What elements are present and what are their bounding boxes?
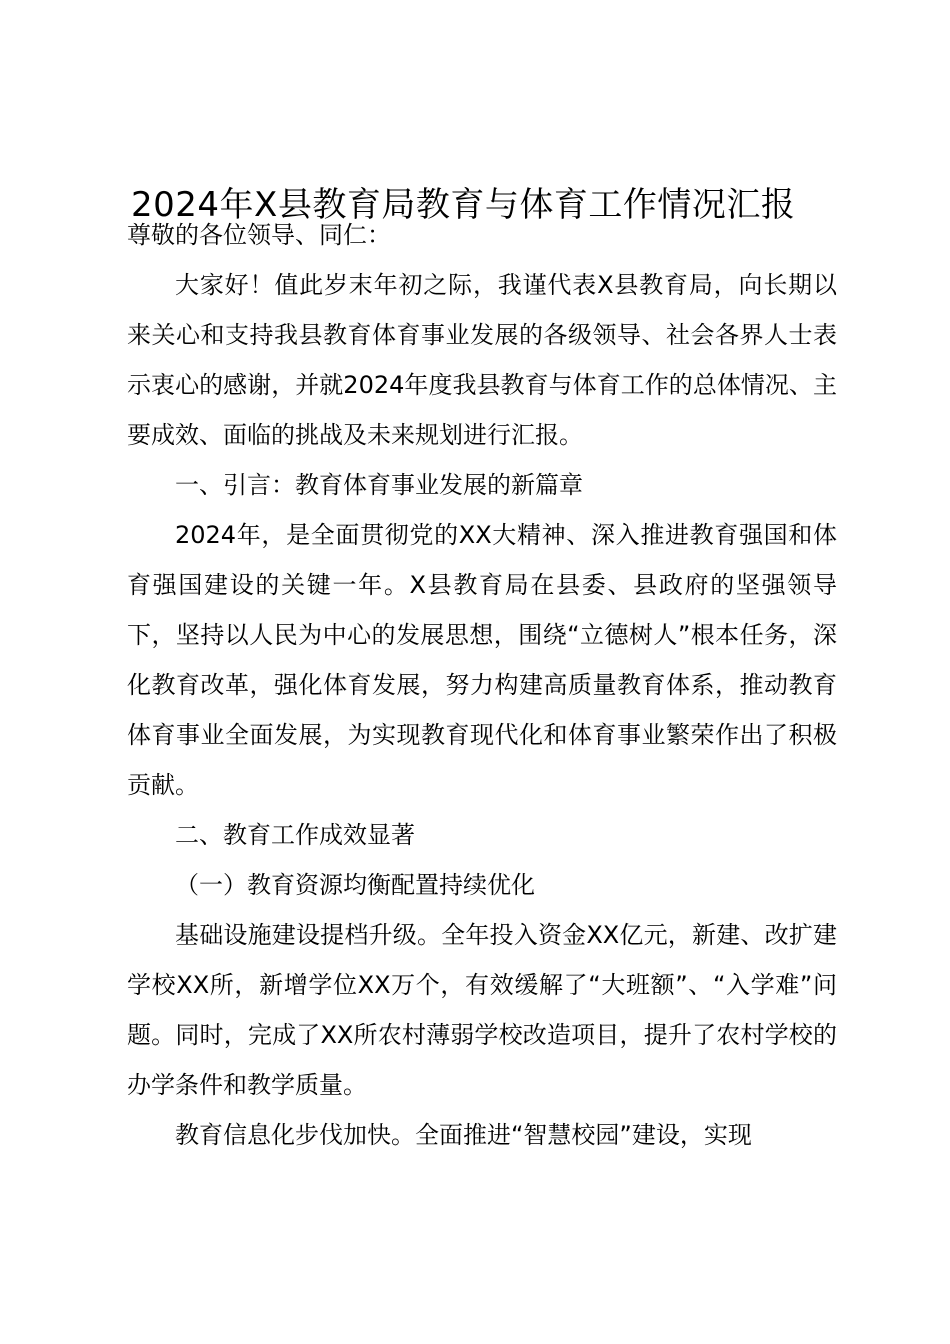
- heading-section-1: 一、引言：教育体育事业发展的新篇章: [175, 471, 583, 499]
- paragraph-greeting: 大家好！值此岁末年初之际，我谨代表X县教育局，向长期以来关心和支持我县教育体育事业发展的各级领导、社会各界人士表示衷心的感谢，并就2024年度我县教育与体育工作的总体情况、主要成效、面临的挑战及未来规划进行汇报。: [127, 271, 837, 449]
- heading-subsection-1: （一）教育资源均衡配置持续优化: [175, 871, 535, 899]
- paragraph-infrastructure: 基础设施建设提档升级。全年投入资金XX亿元，新建、改扩建学校XX所，新增学位XX万个，有效缓解了“大班额”、“入学难”问题。同时，完成了XX所农村薄弱学校改造项目，提升了农村学校的办学条件和教学质量。: [127, 921, 837, 1099]
- paragraph-informatization: 教育信息化步伐加快。全面推进“智慧校园”建设，实现: [175, 1121, 752, 1149]
- salutation: 尊敬的各位领导、同仁：: [127, 221, 391, 249]
- heading-section-2: 二、教育工作成效显著: [175, 821, 415, 849]
- document-body: [127, 210, 837, 1160]
- document-title: 2024年X县教育局教育与体育工作情况汇报: [131, 185, 796, 225]
- paragraph-introduction: 2024年，是全面贯彻党的XX大精神、深入推进教育强国和体育强国建设的关键一年。X县教育局在县委、县政府的坚强领导下，坚持以人民为中心的发展思想，围绕“立德树人”根本任务，深化教育改革，强化体育发展，努力构建高质量教育体系，推动教育体育事业全面发展，为实现教育现代化和体育事业繁荣作出了积极贡献。: [127, 521, 837, 799]
